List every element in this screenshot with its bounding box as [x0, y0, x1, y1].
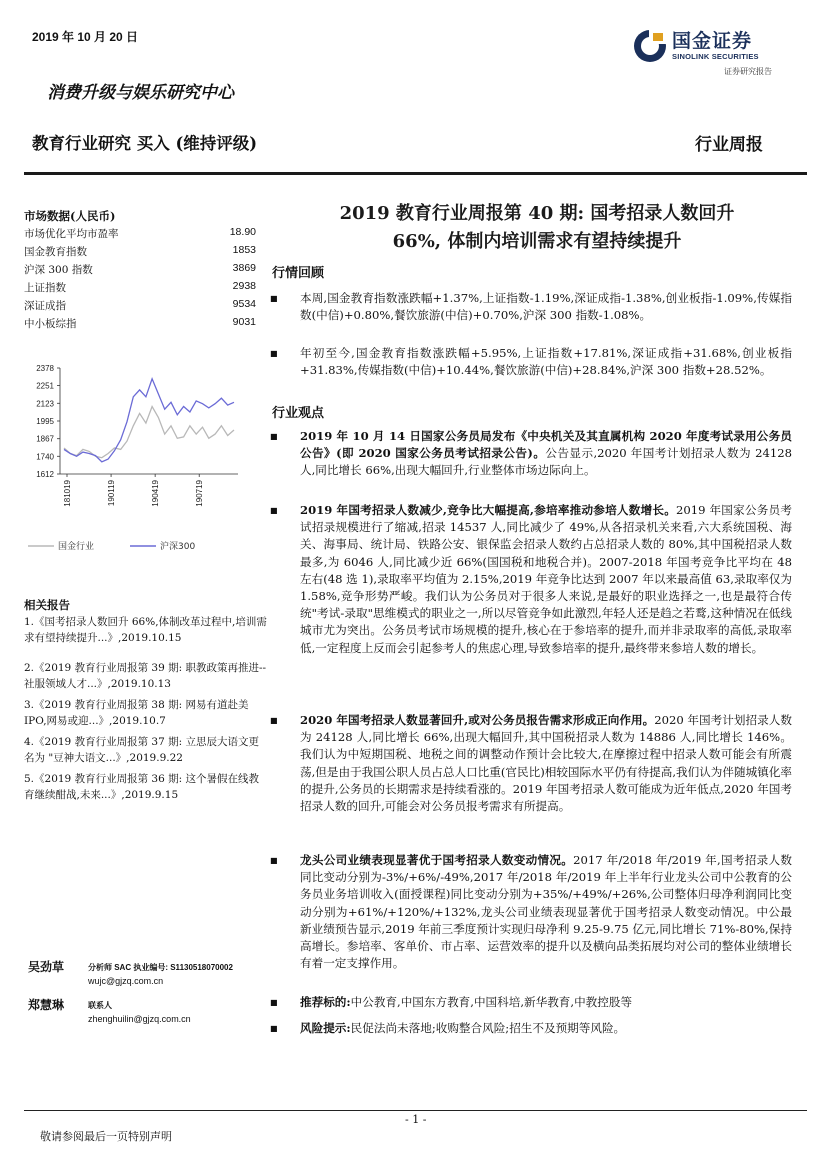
chart-series: [64, 379, 234, 462]
view-item: [270, 502, 792, 657]
view-bold: 2019 年国考招录人数减少,竞争比大幅提高,参培率推动参培人数增长。: [300, 503, 677, 517]
contact-name: 郑慧琳: [28, 998, 65, 1012]
y-tick-label: 1612: [36, 470, 54, 479]
y-tick-label: 2378: [36, 364, 54, 373]
x-tick-label: 190419: [151, 480, 161, 507]
market-label: 深证成指: [24, 300, 66, 312]
market-row: [24, 244, 256, 259]
market-label: 中小板综指: [24, 318, 77, 330]
y-tick-label: 2123: [36, 399, 54, 409]
legend-label: 沪深300: [160, 542, 196, 552]
bullet-icon: ■: [270, 1024, 278, 1033]
market-label: 国金教育指数: [24, 246, 87, 258]
related-report-item[interactable]: 4.《2019 教育行业周报第 37 期: 立思辰大语文更名为 "豆神大语文...》,2019.9.22: [24, 736, 259, 764]
x-tick-label: 190719: [195, 480, 205, 507]
header-divider: [24, 172, 807, 175]
market-row: [24, 316, 256, 331]
logo-english-name: SINOLINK SECURITIES: [672, 52, 759, 61]
footer-divider: [24, 1110, 807, 1111]
view-bold: 2020 年国考招录人数显著回升,或对公务员报告需求形成正向作用。: [300, 713, 655, 727]
contact-email[interactable]: zhenghuilin@gjzq.com.cn: [88, 1014, 191, 1024]
bullet-icon: ■: [270, 998, 278, 1007]
analyst-name: 吴劲草: [28, 960, 65, 974]
report-title-line2: 66%, 体制内培训需求有望持续提升: [392, 231, 682, 252]
disclaimer-note: 敬请参阅最后一页特别声明: [40, 1130, 172, 1143]
analyst-sac-number: 分析师 SAC 执业编号: S1130518070002: [88, 963, 233, 972]
view-bold: 2019 年 10 月 14 日国家公务员局发布《中央机关及其直属机构 2020 年度考试录用公务员公告》(即 2020 国家公务员考试招录公告)。: [300, 429, 792, 461]
legend-label: 国金行业: [58, 542, 95, 552]
market-value: 2938: [232, 280, 256, 292]
review-item: [270, 290, 792, 324]
related-report-item[interactable]: 2.《2019 教育行业周报第 39 期: 职教政策再推进--社服领域人才...》,2019.10.13: [24, 662, 267, 690]
related-report-item[interactable]: 5.《2019 教育行业周报第 36 期: 这个暑假在线教育继续酣战,未来...》,2019.9.15: [24, 773, 259, 801]
y-tick-label: 2251: [36, 381, 54, 391]
market-label: 上证指数: [24, 282, 66, 294]
market-value: 9534: [232, 298, 256, 310]
x-tick-label: 181019: [63, 480, 72, 507]
market-row: [24, 280, 256, 295]
x-tick-label: 190119: [107, 480, 117, 507]
report-date: 2019 年 10 月 20 日: [32, 30, 139, 44]
view-text: 公告显示,2020 年国考计划招录人数为 24128 人,同比增长 66%,出现大幅回升,行业整体市场边际向上。: [300, 446, 792, 478]
view-item: [270, 1020, 792, 1037]
market-row: [24, 262, 256, 277]
logo: [632, 24, 792, 79]
related-reports-title: 相关报告: [24, 598, 70, 612]
research-center: 消费升级与娱乐研究中心: [47, 83, 234, 103]
bullet-icon: ■: [270, 294, 278, 303]
section-industry-view: 行业观点: [272, 406, 325, 421]
bullet-icon: ■: [270, 506, 278, 515]
view-text: 2019 年国家公务员考试招录规模进行了缩减,招录 14537 人,同比减少了 49%,从各招录机关来看,六大系统国税、海关、海事局、统计局、铁路公安、银保监会招录人数约占总招录人数的 80%,其中国税招录人数最多,为 6046 人,同比减少近 66%(国国税和地税合并)。2007-2018 年国考竞争比平均在 48 左右(48 选 1),录取率平均值为 2.15%,2019 年竞争比达到 2007 年以来最高值 63,录取率仅为 1.58%,竞争形势严峻。我们认为公务员对于很多人来说,是最好的职业选择之一,也是最符合传统"考试-录取"思维模式的职业之一,所以尽管竞争如此激烈,年轻人还是趋之若鹜,这种情况在低线城市尤为突出。公务员考试市场规模的提升,核心在于参培率的提升,而并非录取率的高低,录取率低,一定程度上反而会引起参考人的焦虑心理,导致参培率的提升,最终带来参培人数的增长。: [300, 503, 792, 655]
market-value: 1853: [232, 244, 256, 256]
series-line: [64, 407, 234, 458]
bullet-icon: ■: [270, 716, 278, 725]
logo-name: 国金证券: [672, 31, 753, 52]
bullet-icon: ■: [270, 856, 278, 865]
market-value: 9031: [232, 316, 256, 328]
view-text: 民促法尚未落地;收购整合风险;招生不及预期等风险。: [350, 1021, 626, 1035]
view-text: 2020 年国考计划招录人数为 24128 人,同比增长 66%,出现大幅回升,其中国税招录人数为 14886 人,同比增长 146%。我们认为中短期国税、地税之间的调整动作预计会比较大,在摩擦过程中招录人数可能会有所震荡,但是由于我国公职人员占总人口比重(官民比)相较国际水平仍有待提高,我们认为伴随城镇化率的提升,公务员的长期需求是持续看涨的。2019 年国考招录人数可能成为近年低点,2020 年国考招录人数的回升,可能会对公务员报考需求有所提高。: [300, 713, 792, 814]
y-tick-label: 1740: [36, 452, 54, 462]
report-title-line1: 2019 教育行业周报第 40 期: 国考招录人数回升: [339, 203, 735, 224]
bullet-icon: ■: [270, 432, 278, 441]
market-row: [24, 226, 256, 241]
y-tick-label: 1867: [36, 434, 54, 444]
sinolink-logo-icon: [632, 28, 668, 64]
view-item: [270, 428, 792, 480]
view-item: [270, 994, 792, 1011]
y-tick-label: 1995: [36, 417, 54, 426]
report-category: 教育行业研究 买入 (维持评级): [32, 134, 258, 153]
related-report-item[interactable]: 3.《2019 教育行业周报第 38 期: 网易有道赴美 IPO,网易或迎...》,2019.10.7: [24, 699, 249, 727]
contact-role: 联系人: [88, 1001, 112, 1010]
report-title: [272, 200, 802, 256]
related-report-item[interactable]: 1.《国考招录人数回升 66%,体制改革过程中,培训需求有望持续提升...》,2019.10.15: [24, 616, 267, 644]
market-value: 18.90: [229, 226, 256, 238]
analyst-email[interactable]: wujc@gjzq.com.cn: [88, 976, 164, 986]
view-text: 2017 年/2018 年/2019 年,国考招录人数同比变动分别为-3%/+6%/-49%,2017 年/2018 年/2019 年上半年行业龙头公司中公教育的公务员业务培训收入(面授课程)同比变动分别为+35%/+49%/+26%,公司整体归母净利润同比变动分别为+61%/+120%/+132%,龙头公司业绩表现显著优于国考招录人数变动情况。中公最新业绩预告显示,2019 年前三季度预计实现归母净利 9.25-9.75 亿元,同比增长 71%-80%,保持高增长。参培率、客单价、市占率、运营效率的提升以及横向品类拓展均对公司的整体业绩增长有着一定支撑作用。: [300, 853, 792, 971]
chart-legend: [28, 540, 195, 552]
view-bold: 龙头公司业绩表现显著优于国考招录人数变动情况。: [300, 853, 574, 867]
page-number: - 1 -: [405, 1113, 427, 1126]
market-row: [24, 298, 256, 313]
view-bold: 风险提示:: [300, 1021, 351, 1035]
market-data-title: 市场数据(人民币): [24, 209, 116, 223]
review-text: 年初至今,国金教育指数涨跌幅+5.95%,上证指数+17.81%,深证成指+31.68%,创业板指+31.83%,传媒指数(中信)+10.44%,餐饮旅游(中信)+28.84%,沪深 300 指数+28.52%。: [300, 346, 792, 378]
market-label: 市场优化平均市盈率: [24, 228, 119, 240]
view-item: [270, 712, 792, 815]
view-item: [270, 852, 792, 972]
report-type: 行业周报: [695, 135, 763, 155]
market-value: 3869: [232, 262, 256, 274]
logo-subtitle: 证券研究报告: [724, 67, 772, 76]
review-item: [270, 345, 792, 379]
view-bold: 推荐标的:: [300, 995, 351, 1009]
market-label: 沪深 300 指数: [24, 264, 93, 276]
series-line: [64, 379, 234, 462]
section-market-review: 行情回顾: [272, 266, 325, 281]
bullet-icon: ■: [270, 349, 278, 358]
review-text: 本周,国金教育指数涨跌幅+1.37%,上证指数-1.19%,深证成指-1.38%,创业板指-1.09%,传媒指数(中信)+0.80%,餐饮旅游(中信)+0.70%,沪深 300 指数-1.08%。: [300, 291, 792, 323]
index-line-chart: [18, 358, 243, 558]
view-text: 中公教育,中国东方教育,中国科培,新华教育,中教控股等: [350, 995, 633, 1009]
